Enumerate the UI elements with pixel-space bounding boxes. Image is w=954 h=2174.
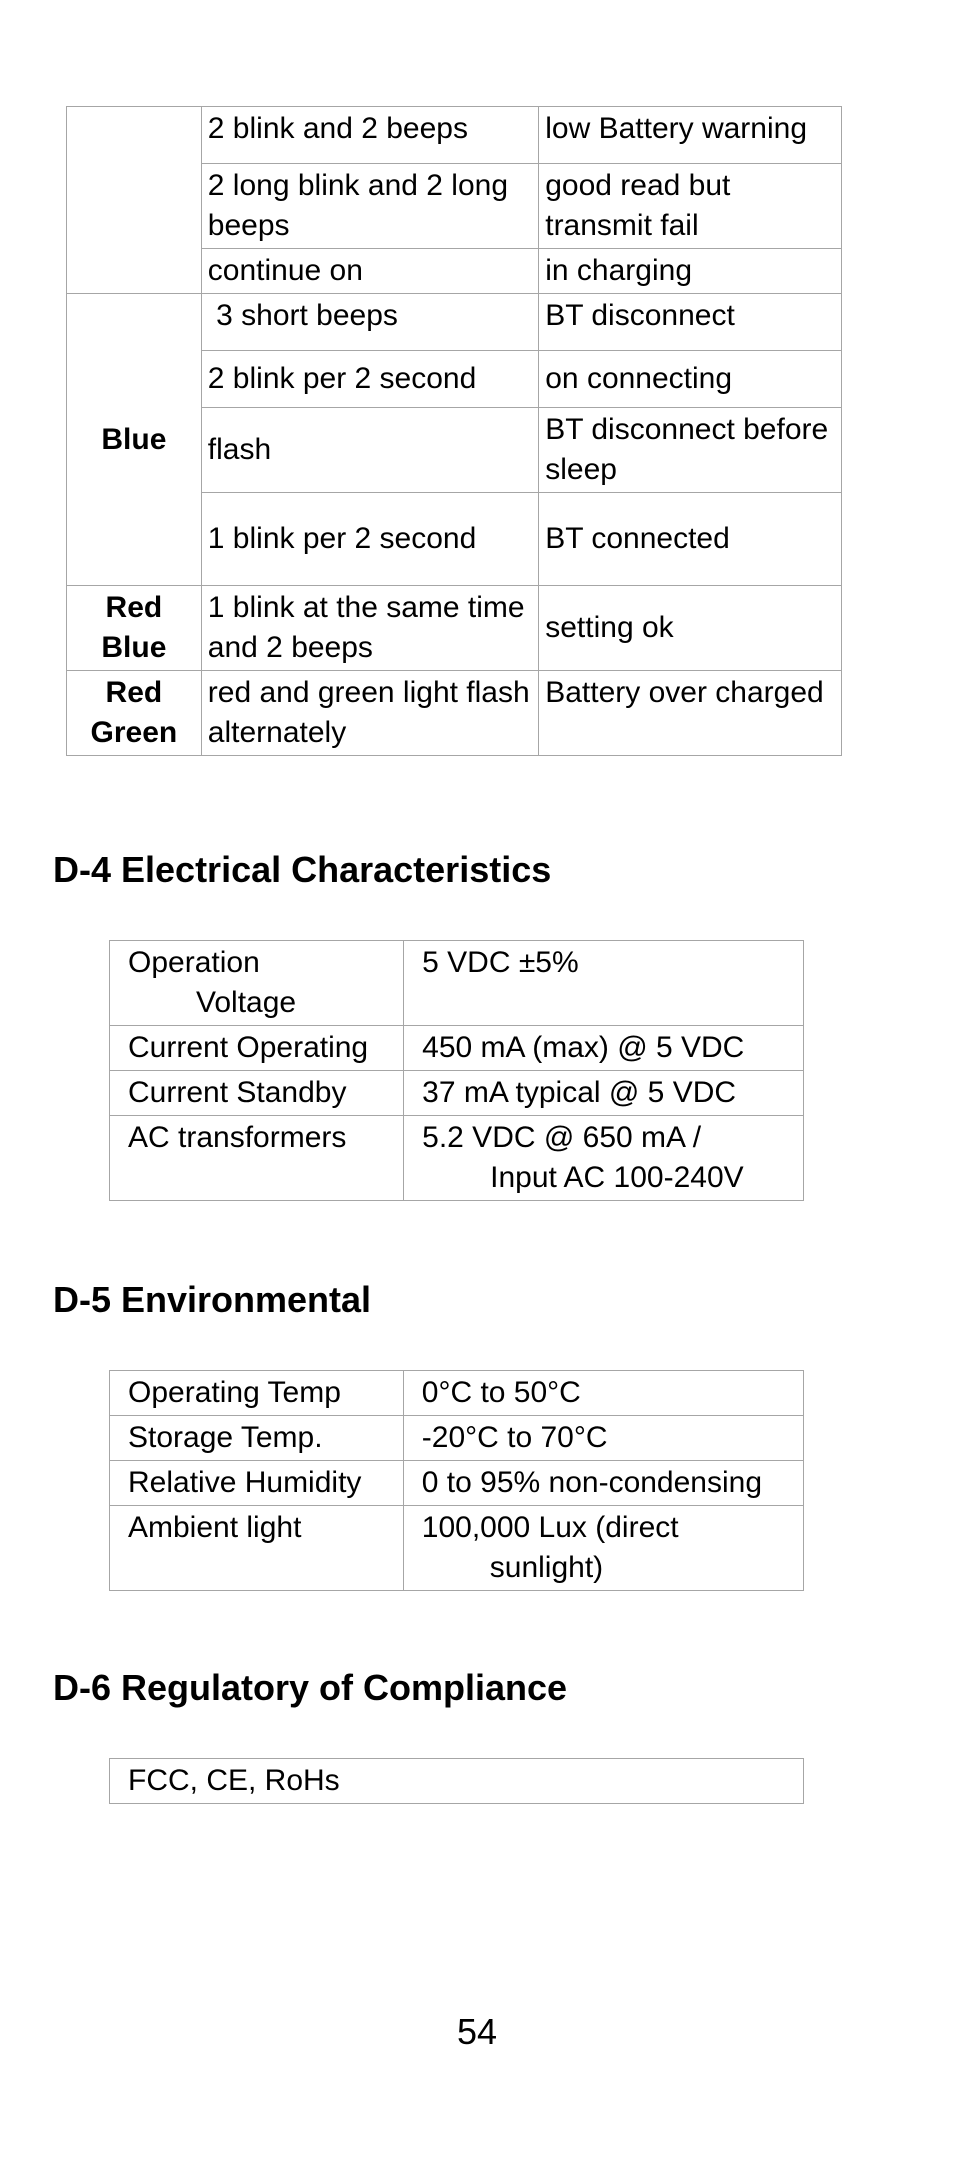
spec-key-cell: Relative Humidity [110, 1461, 404, 1506]
led-meaning-cell: good read but transmit fail [539, 164, 842, 249]
electrical-spec-table [109, 940, 804, 1201]
table-row [110, 1506, 804, 1591]
table-row [110, 1116, 804, 1201]
section-title-electrical: D-4 Electrical Characteristics [53, 849, 552, 890]
led-indication-cell: 1 blink at the same time and 2 beeps [201, 586, 538, 671]
section-title-regulatory: D-6 Regulatory of Compliance [53, 1667, 568, 1708]
spec-key-line: Operation [128, 946, 260, 979]
led-meaning-cell: in charging [539, 249, 842, 294]
led-indication-cell: 2 blink per 2 second [201, 351, 538, 408]
led-meaning-cell: setting ok [539, 586, 842, 671]
led-color-cell: Red Blue [67, 586, 202, 671]
table-row [110, 1371, 804, 1416]
led-indication-cell: red and green light flash alternately [201, 671, 538, 756]
led-meaning-cell: Battery over charged [539, 671, 842, 756]
led-meaning-cell: BT disconnect [539, 294, 842, 351]
spec-value-line: Input AC 100-240V [490, 1161, 744, 1194]
table-row [110, 1759, 804, 1804]
table-row [110, 1416, 804, 1461]
spec-value-cell: 0 to 95% non-condensing [403, 1461, 803, 1506]
table-row [67, 294, 842, 351]
led-color-cell [67, 107, 202, 294]
spec-key-cell: Current Operating [110, 1026, 404, 1071]
spec-key-cell: AC transformers [110, 1116, 404, 1201]
spec-value-line: sunlight) [489, 1551, 604, 1584]
spec-value-cell: 0°C to 50°C [403, 1371, 803, 1416]
spec-value-cell [404, 1116, 804, 1201]
led-meaning-cell: low Battery warning [539, 107, 842, 164]
table-row [67, 107, 842, 164]
spec-key-cell [110, 941, 404, 1026]
led-indication-table [66, 106, 842, 756]
table-row [110, 1071, 804, 1116]
section-title-environmental: D-5 Environmental [53, 1279, 372, 1320]
page-number: 54 [456, 2011, 498, 2052]
led-indication-cell: 3 short beeps [201, 294, 538, 351]
spec-value-line: 100,000 Lux (direct [421, 1511, 679, 1544]
spec-value-cell: 5 VDC ±5% [404, 941, 804, 1026]
spec-key-cell: Ambient light [110, 1506, 404, 1591]
led-meaning-cell: on connecting [539, 351, 842, 408]
table-row [110, 1461, 804, 1506]
spec-key-cell: Operating Temp [110, 1371, 404, 1416]
led-indication-cell: 2 blink and 2 beeps [201, 107, 538, 164]
spec-value-cell: 37 mA typical @ 5 VDC [404, 1071, 804, 1116]
led-color-cell: Blue [67, 294, 202, 586]
spec-value-cell: -20°C to 70°C [403, 1416, 803, 1461]
led-indication-cell: flash [201, 408, 538, 493]
table-row [110, 941, 804, 1026]
led-indication-cell: 2 long blink and 2 long beeps [201, 164, 538, 249]
led-meaning-cell: BT disconnect before sleep [539, 408, 842, 493]
table-row [67, 586, 842, 671]
led-color-cell: Red Green [67, 671, 202, 756]
spec-value-line: 5.2 VDC @ 650 mA / [422, 1121, 702, 1154]
spec-value-cell: 450 mA (max) @ 5 VDC [404, 1026, 804, 1071]
spec-key-cell: Current Standby [110, 1071, 404, 1116]
regulatory-value-cell: FCC, CE, RoHs [110, 1759, 804, 1804]
led-meaning-cell: BT connected [539, 493, 842, 586]
led-indication-cell: 1 blink per 2 second [201, 493, 538, 586]
table-row [67, 671, 842, 756]
environmental-spec-table [109, 1370, 804, 1591]
spec-key-cell: Storage Temp. [110, 1416, 404, 1461]
regulatory-table [109, 1758, 804, 1804]
table-row [110, 1026, 804, 1071]
led-indication-cell: continue on [201, 249, 538, 294]
spec-value-cell [403, 1506, 803, 1591]
spec-key-line: Voltage [196, 986, 297, 1019]
